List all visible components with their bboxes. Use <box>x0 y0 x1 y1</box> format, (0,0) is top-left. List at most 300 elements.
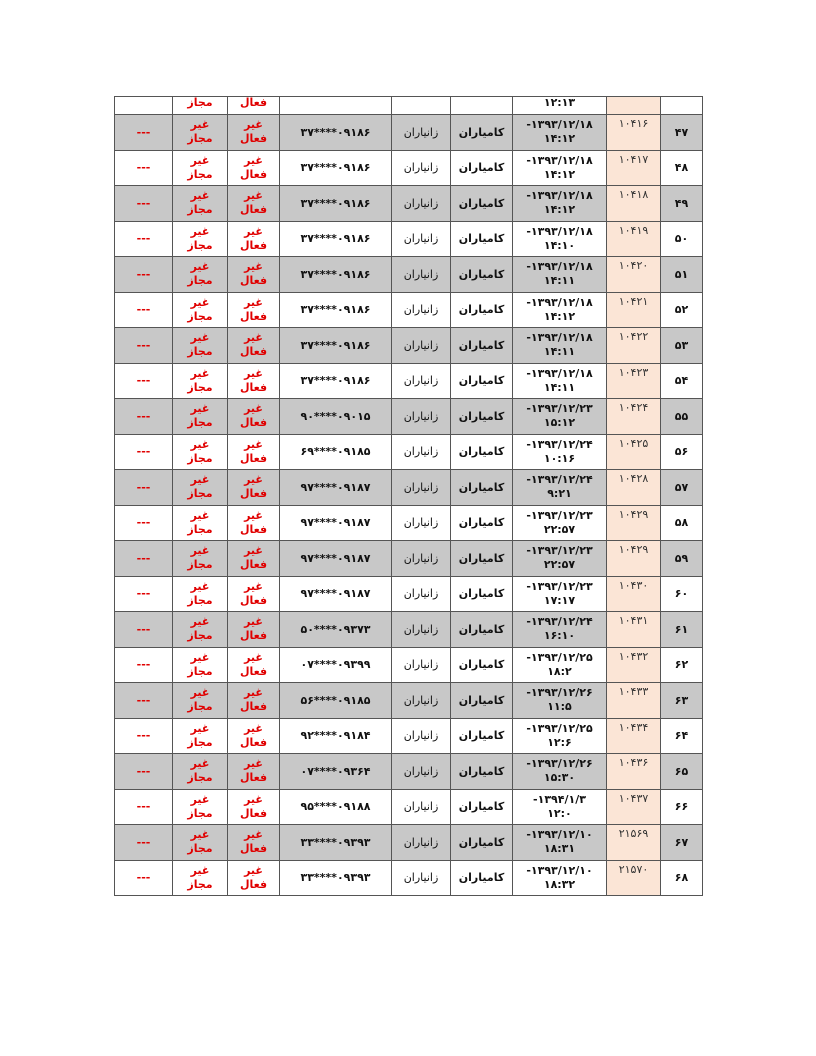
table-row <box>115 434 703 470</box>
date-cell <box>513 470 607 506</box>
auth-line-2: مجاز <box>187 238 213 252</box>
status-line-1: غیر <box>244 473 263 487</box>
date-line: ۱۳۹۳/۱۲/۱۸- <box>526 224 593 238</box>
table-row <box>115 115 703 151</box>
auth-line-2: مجاز <box>187 593 213 607</box>
extra-cell: --- <box>115 115 173 151</box>
extra-cell: --- <box>115 683 173 719</box>
status-line-2: فعال <box>239 345 268 359</box>
auth-line-1: غیر <box>190 189 210 203</box>
time-line: ۱۸:۳۲ <box>543 877 576 891</box>
time-line: ۱۵:۳۰ <box>543 771 576 785</box>
auth-line-2: مجاز <box>187 522 213 536</box>
date-cell <box>513 186 607 222</box>
brand-cell: کامیاران <box>451 221 513 257</box>
auth-cell <box>173 328 228 364</box>
auth-cell <box>173 647 228 683</box>
row-number-cell: ۵۴ <box>661 363 703 399</box>
time-line: ۱۸:۳۱ <box>543 842 576 856</box>
phone-cell: ۰۹۱۸۶****۳۷ <box>280 292 392 328</box>
status-cell <box>228 363 280 399</box>
operator-cell: زانیاران <box>392 576 451 612</box>
phone-cell <box>280 97 392 115</box>
date-cell <box>513 647 607 683</box>
extra-cell: --- <box>115 576 173 612</box>
date-line: ۱۳۹۳/۱۲/۱۸- <box>526 331 593 345</box>
extra-cell: --- <box>115 789 173 825</box>
time-line: ۱۴:۱۱ <box>543 380 576 394</box>
code-cell: ۱۰۴۲۱ <box>607 292 661 328</box>
table-row <box>115 860 703 896</box>
status-line-2: فعال <box>239 167 268 181</box>
extra-cell: --- <box>115 718 173 754</box>
brand-cell: کامیاران <box>451 754 513 790</box>
table-row <box>115 718 703 754</box>
time-line: ۱۴:۱۲ <box>543 309 576 323</box>
code-cell: ۱۰۴۱۹ <box>607 221 661 257</box>
status-cell <box>228 860 280 896</box>
operator-cell: زانیاران <box>392 505 451 541</box>
time-line: ۲۲:۵۷ <box>543 522 576 536</box>
row-number-cell: ۵۹ <box>661 541 703 577</box>
status-line-2: فعال <box>239 735 268 749</box>
brand-cell: کامیاران <box>451 115 513 151</box>
operator-cell <box>392 97 451 115</box>
operator-cell: زانیاران <box>392 647 451 683</box>
operator-cell: زانیاران <box>392 612 451 648</box>
operator-cell: زانیاران <box>392 683 451 719</box>
row-number-cell: ۵۸ <box>661 505 703 541</box>
auth-cell <box>173 825 228 861</box>
date-cell <box>513 683 607 719</box>
table-row <box>115 292 703 328</box>
brand-cell: کامیاران <box>451 434 513 470</box>
auth-line-1: غیر <box>190 366 210 380</box>
auth-cell <box>173 683 228 719</box>
code-cell: ۱۰۴۳۲ <box>607 647 661 683</box>
auth-line-2: مجاز <box>187 203 213 217</box>
auth-line-1: غیر <box>190 579 210 593</box>
code-cell: ۱۰۴۲۵ <box>607 434 661 470</box>
phone-cell: ۰۹۱۸۶****۳۷ <box>280 221 392 257</box>
row-number-cell: ۴۸ <box>661 150 703 186</box>
table-row <box>115 399 703 435</box>
extra-cell: --- <box>115 328 173 364</box>
phone-cell: ۰۹۱۸۶****۳۷ <box>280 115 392 151</box>
auth-line-1: غیر <box>190 118 210 132</box>
status-line-1: غیر <box>244 828 263 842</box>
row-number-cell: ۵۳ <box>661 328 703 364</box>
table-row <box>115 647 703 683</box>
brand-cell: کامیاران <box>451 576 513 612</box>
table-row <box>115 683 703 719</box>
extra-cell: --- <box>115 647 173 683</box>
auth-line-2: مجاز <box>187 132 213 146</box>
date-cell <box>513 718 607 754</box>
time-line: ۱۴:۱۲ <box>543 132 576 146</box>
time-line: ۱۸:۲ <box>547 664 572 678</box>
date-line: ۱۳۹۳/۱۲/۲۳- <box>526 508 593 522</box>
row-number-cell: ۵۰ <box>661 221 703 257</box>
code-cell: ۱۰۴۳۷ <box>607 789 661 825</box>
code-cell: ۱۰۴۲۴ <box>607 399 661 435</box>
status-cell <box>228 399 280 435</box>
auth-cell <box>173 292 228 328</box>
auth-cell <box>173 718 228 754</box>
brand-cell: کامیاران <box>451 150 513 186</box>
status-cell <box>228 647 280 683</box>
auth-cell <box>173 789 228 825</box>
auth-cell <box>173 221 228 257</box>
date-line: ۱۳۹۳/۱۲/۲۳- <box>526 544 593 558</box>
code-cell: ۱۰۴۳۱ <box>607 612 661 648</box>
status-line-1: غیر <box>244 295 263 309</box>
time-line: ۱۲:۰ <box>547 806 572 820</box>
extra-cell: --- <box>115 399 173 435</box>
date-line: ۱۳۹۳/۱۲/۱۸- <box>526 118 593 132</box>
auth-line-2: مجاز <box>187 309 213 323</box>
status-line-2: فعال <box>239 274 268 288</box>
brand-cell: کامیاران <box>451 399 513 435</box>
row-number-cell: ۴۹ <box>661 186 703 222</box>
auth-cell <box>173 541 228 577</box>
operator-cell: زانیاران <box>392 257 451 293</box>
auth-line-1: غیر <box>190 792 210 806</box>
status-line-2: فعال <box>239 238 268 252</box>
row-number-cell: ۶۸ <box>661 860 703 896</box>
auth-cell <box>173 363 228 399</box>
brand-cell: کامیاران <box>451 683 513 719</box>
date-line: ۱۳۹۳/۱۲/۲۴- <box>526 473 593 487</box>
row-number-cell: ۵۷ <box>661 470 703 506</box>
date-line: ۱۳۹۳/۱۲/۲۵- <box>526 650 593 664</box>
auth-cell <box>173 434 228 470</box>
brand-cell: کامیاران <box>451 860 513 896</box>
phone-cell: ۰۹۱۸۵****۶۹ <box>280 434 392 470</box>
status-cell <box>228 789 280 825</box>
auth-line-1: غیر <box>190 331 210 345</box>
auth-cell <box>173 505 228 541</box>
row-number-cell: ۶۷ <box>661 825 703 861</box>
date-cell <box>513 789 607 825</box>
status-line-1: غیر <box>244 721 263 735</box>
status-line-1: غیر <box>244 792 263 806</box>
status-cell <box>228 292 280 328</box>
brand-cell <box>451 97 513 115</box>
phone-cell: ۰۹۱۸۶****۳۷ <box>280 363 392 399</box>
time-line: ۱۴:۱۰ <box>543 238 576 252</box>
status-line-1: غیر <box>244 508 263 522</box>
auth-line-1: غیر <box>190 757 210 771</box>
brand-cell: کامیاران <box>451 541 513 577</box>
date-cell <box>513 257 607 293</box>
status-line-2: فعال <box>239 522 268 536</box>
row-number-cell: ۵۲ <box>661 292 703 328</box>
table-row <box>115 363 703 399</box>
date-line: ۱۳۹۳/۱۲/۲۴- <box>526 437 593 451</box>
date-line: ۱۳۹۳/۱۲/۲۶- <box>526 686 593 700</box>
brand-cell: کامیاران <box>451 718 513 754</box>
table-row <box>115 789 703 825</box>
operator-cell: زانیاران <box>392 470 451 506</box>
extra-cell <box>115 97 173 115</box>
time-line: ۱۲:۶ <box>547 735 572 749</box>
time-line: ۱۶:۱۰ <box>543 629 576 643</box>
date-cell <box>513 363 607 399</box>
status-cell <box>228 612 280 648</box>
table-row <box>115 825 703 861</box>
auth-line-2: مجاز <box>187 487 213 501</box>
status-line-2: فعال <box>239 593 268 607</box>
status-line-2: فعال <box>239 380 268 394</box>
phone-cell: ۰۹۳۹۳****۳۳ <box>280 825 392 861</box>
code-cell: ۱۰۴۲۰ <box>607 257 661 293</box>
row-number-cell: ۶۲ <box>661 647 703 683</box>
row-number-cell: ۵۱ <box>661 257 703 293</box>
operator-cell: زانیاران <box>392 789 451 825</box>
operator-cell: زانیاران <box>392 718 451 754</box>
time-line: ۹:۲۱ <box>547 487 572 501</box>
brand-cell: کامیاران <box>451 505 513 541</box>
auth-cell <box>173 576 228 612</box>
auth-cell <box>173 399 228 435</box>
auth-cell <box>173 115 228 151</box>
brand-cell: کامیاران <box>451 363 513 399</box>
date-cell <box>513 292 607 328</box>
status-cell <box>228 150 280 186</box>
document-table-container <box>114 96 703 896</box>
date-cell <box>513 825 607 861</box>
status-cell <box>228 825 280 861</box>
extra-cell: --- <box>115 541 173 577</box>
phone-cell: ۰۹۳۹۹****۰۷ <box>280 647 392 683</box>
date-line: ۱۳۹۳/۱۲/۱۰- <box>526 863 593 877</box>
date-cell <box>513 754 607 790</box>
status-line-2: فعال <box>239 416 268 430</box>
phone-cell: ۰۹۱۸۶****۳۷ <box>280 186 392 222</box>
operator-cell: زانیاران <box>392 115 451 151</box>
phone-cell: ۰۹۱۸۴****۹۲ <box>280 718 392 754</box>
auth-line-2: مجاز <box>187 629 213 643</box>
brand-cell: کامیاران <box>451 257 513 293</box>
row-number-cell <box>661 97 703 115</box>
extra-cell: --- <box>115 825 173 861</box>
auth-line-1: غیر <box>190 863 210 877</box>
table-row <box>115 150 703 186</box>
status-line-1: غیر <box>244 650 263 664</box>
row-number-cell: ۶۵ <box>661 754 703 790</box>
date-line: ۱۳۹۳/۱۲/۱۸- <box>526 366 593 380</box>
status-cell <box>228 186 280 222</box>
status-line-1: غیر <box>244 402 263 416</box>
status-line-1: غیر <box>244 863 263 877</box>
status-cell <box>228 470 280 506</box>
code-cell: ۱۰۴۱۶ <box>607 115 661 151</box>
table-row <box>115 470 703 506</box>
date-line: ۱۳۹۳/۱۲/۲۴- <box>526 615 593 629</box>
status-line-2: فعال <box>239 558 268 572</box>
date-line: ۱۳۹۳/۱۲/۲۳- <box>526 579 593 593</box>
code-cell: ۱۰۴۲۹ <box>607 505 661 541</box>
table-row <box>115 754 703 790</box>
status-line-1: غیر <box>244 224 263 238</box>
auth-cell <box>173 754 228 790</box>
auth-line-1: غیر <box>190 686 210 700</box>
phone-cell: ۰۹۱۸۷****۹۷ <box>280 470 392 506</box>
extra-cell: --- <box>115 363 173 399</box>
status-line-1: غیر <box>244 118 263 132</box>
status-line-1: غیر <box>244 686 263 700</box>
operator-cell: زانیاران <box>392 399 451 435</box>
auth-line-1: غیر <box>190 650 210 664</box>
status-line-2: فعال <box>239 487 268 501</box>
time-line: ۱۴:۱۱ <box>543 274 576 288</box>
auth-line-1: غیر <box>190 508 210 522</box>
brand-cell: کامیاران <box>451 612 513 648</box>
operator-cell: زانیاران <box>392 328 451 364</box>
code-cell: ۲۱۵۷۰ <box>607 860 661 896</box>
time-line: ۱۰:۱۶ <box>543 451 576 465</box>
status-line-2: فعال <box>239 877 268 891</box>
date-cell <box>513 576 607 612</box>
operator-cell: زانیاران <box>392 186 451 222</box>
auth-line-1: غیر <box>190 402 210 416</box>
status-line-1: غیر <box>244 544 263 558</box>
status-line-2: فعال <box>239 203 268 217</box>
extra-cell: --- <box>115 186 173 222</box>
date-cell <box>513 505 607 541</box>
date-line: ۱۳۹۴/۱/۳- <box>533 792 586 806</box>
operator-cell: زانیاران <box>392 292 451 328</box>
auth-line-1: غیر <box>190 721 210 735</box>
row-number-cell: ۴۷ <box>661 115 703 151</box>
row-number-cell: ۵۶ <box>661 434 703 470</box>
auth-line-2: مجاز <box>187 842 213 856</box>
date-line: ۱۳۹۳/۱۲/۱۸- <box>526 153 593 167</box>
auth-line-2: مجاز <box>187 416 213 430</box>
date-cell: ۱۲:۱۳ <box>513 97 607 115</box>
extra-cell: --- <box>115 754 173 790</box>
brand-cell: کامیاران <box>451 292 513 328</box>
date-line: ۱۳۹۳/۱۲/۱۸- <box>526 260 593 274</box>
operator-cell: زانیاران <box>392 541 451 577</box>
code-cell: ۱۰۴۱۷ <box>607 150 661 186</box>
auth-line-1: غیر <box>190 544 210 558</box>
table-row <box>115 505 703 541</box>
status-cell <box>228 683 280 719</box>
auth-line-2: مجاز <box>187 380 213 394</box>
auth-line-1: غیر <box>190 615 210 629</box>
auth-line-1: غیر <box>190 437 210 451</box>
code-cell: ۱۰۴۲۳ <box>607 363 661 399</box>
brand-cell: کامیاران <box>451 328 513 364</box>
status-cell <box>228 328 280 364</box>
row-number-cell: ۵۵ <box>661 399 703 435</box>
auth-cell: مجاز <box>173 97 228 115</box>
row-number-cell: ۶۰ <box>661 576 703 612</box>
operator-cell: زانیاران <box>392 825 451 861</box>
date-line: ۱۳۹۳/۱۲/۱۸- <box>526 295 593 309</box>
status-line-1: غیر <box>244 757 263 771</box>
table-row <box>115 221 703 257</box>
extra-cell: --- <box>115 150 173 186</box>
auth-line-1: غیر <box>190 153 210 167</box>
brand-cell: کامیاران <box>451 789 513 825</box>
row-number-cell: ۶۴ <box>661 718 703 754</box>
date-line: ۱۳۹۳/۱۲/۱۰- <box>526 828 593 842</box>
code-cell: ۱۰۴۲۲ <box>607 328 661 364</box>
status-line-1: غیر <box>244 366 263 380</box>
status-line-2: فعال <box>239 700 268 714</box>
auth-line-2: مجاز <box>187 877 213 891</box>
auth-line-1: غیر <box>190 295 210 309</box>
phone-cell: ۰۹۱۸۸****۹۵ <box>280 789 392 825</box>
phone-cell: ۰۹۰۱۵****۹۰ <box>280 399 392 435</box>
operator-cell: زانیاران <box>392 754 451 790</box>
extra-cell: --- <box>115 612 173 648</box>
auth-line-2: مجاز <box>187 451 213 465</box>
date-cell <box>513 541 607 577</box>
operator-cell: زانیاران <box>392 150 451 186</box>
extra-cell: --- <box>115 470 173 506</box>
table-row <box>115 576 703 612</box>
status-cell <box>228 541 280 577</box>
phone-cell: ۰۹۳۹۳****۳۳ <box>280 860 392 896</box>
operator-cell: زانیاران <box>392 860 451 896</box>
auth-line-1: غیر <box>190 473 210 487</box>
date-cell <box>513 328 607 364</box>
status-cell <box>228 505 280 541</box>
auth-line-2: مجاز <box>187 167 213 181</box>
auth-line-1: غیر <box>190 828 210 842</box>
table-row <box>115 612 703 648</box>
time-line: ۱۱:۵ <box>547 700 572 714</box>
operator-cell: زانیاران <box>392 363 451 399</box>
extra-cell: --- <box>115 434 173 470</box>
phone-cell: ۰۹۱۸۷****۹۷ <box>280 541 392 577</box>
table-row <box>115 257 703 293</box>
auth-line-1: غیر <box>190 224 210 238</box>
code-cell: ۱۰۴۳۳ <box>607 683 661 719</box>
code-cell: ۱۰۴۱۸ <box>607 186 661 222</box>
status-line-1: غیر <box>244 331 263 345</box>
phone-cell: ۰۹۱۸۶****۳۷ <box>280 257 392 293</box>
phone-cell: ۰۹۱۸۷****۹۷ <box>280 576 392 612</box>
code-cell: ۱۰۴۳۶ <box>607 754 661 790</box>
date-cell <box>513 612 607 648</box>
status-cell <box>228 754 280 790</box>
extra-cell: --- <box>115 221 173 257</box>
table-row <box>115 186 703 222</box>
status-line-1: غیر <box>244 153 263 167</box>
brand-cell: کامیاران <box>451 825 513 861</box>
auth-cell <box>173 186 228 222</box>
time-line: ۲۲:۵۷ <box>543 558 576 572</box>
status-cell <box>228 434 280 470</box>
status-line-2: فعال <box>239 451 268 465</box>
time-line: ۱۷:۱۷ <box>543 593 576 607</box>
table-row <box>115 541 703 577</box>
status-cell <box>228 257 280 293</box>
time-line: ۱۵:۱۲ <box>543 416 576 430</box>
operator-cell: زانیاران <box>392 434 451 470</box>
code-cell: ۱۰۴۲۹ <box>607 541 661 577</box>
brand-cell: کامیاران <box>451 470 513 506</box>
phone-cell: ۰۹۱۸۵****۵۶ <box>280 683 392 719</box>
date-cell <box>513 434 607 470</box>
phone-cell: ۰۹۱۸۶****۳۷ <box>280 328 392 364</box>
status-line-2: فعال <box>239 629 268 643</box>
